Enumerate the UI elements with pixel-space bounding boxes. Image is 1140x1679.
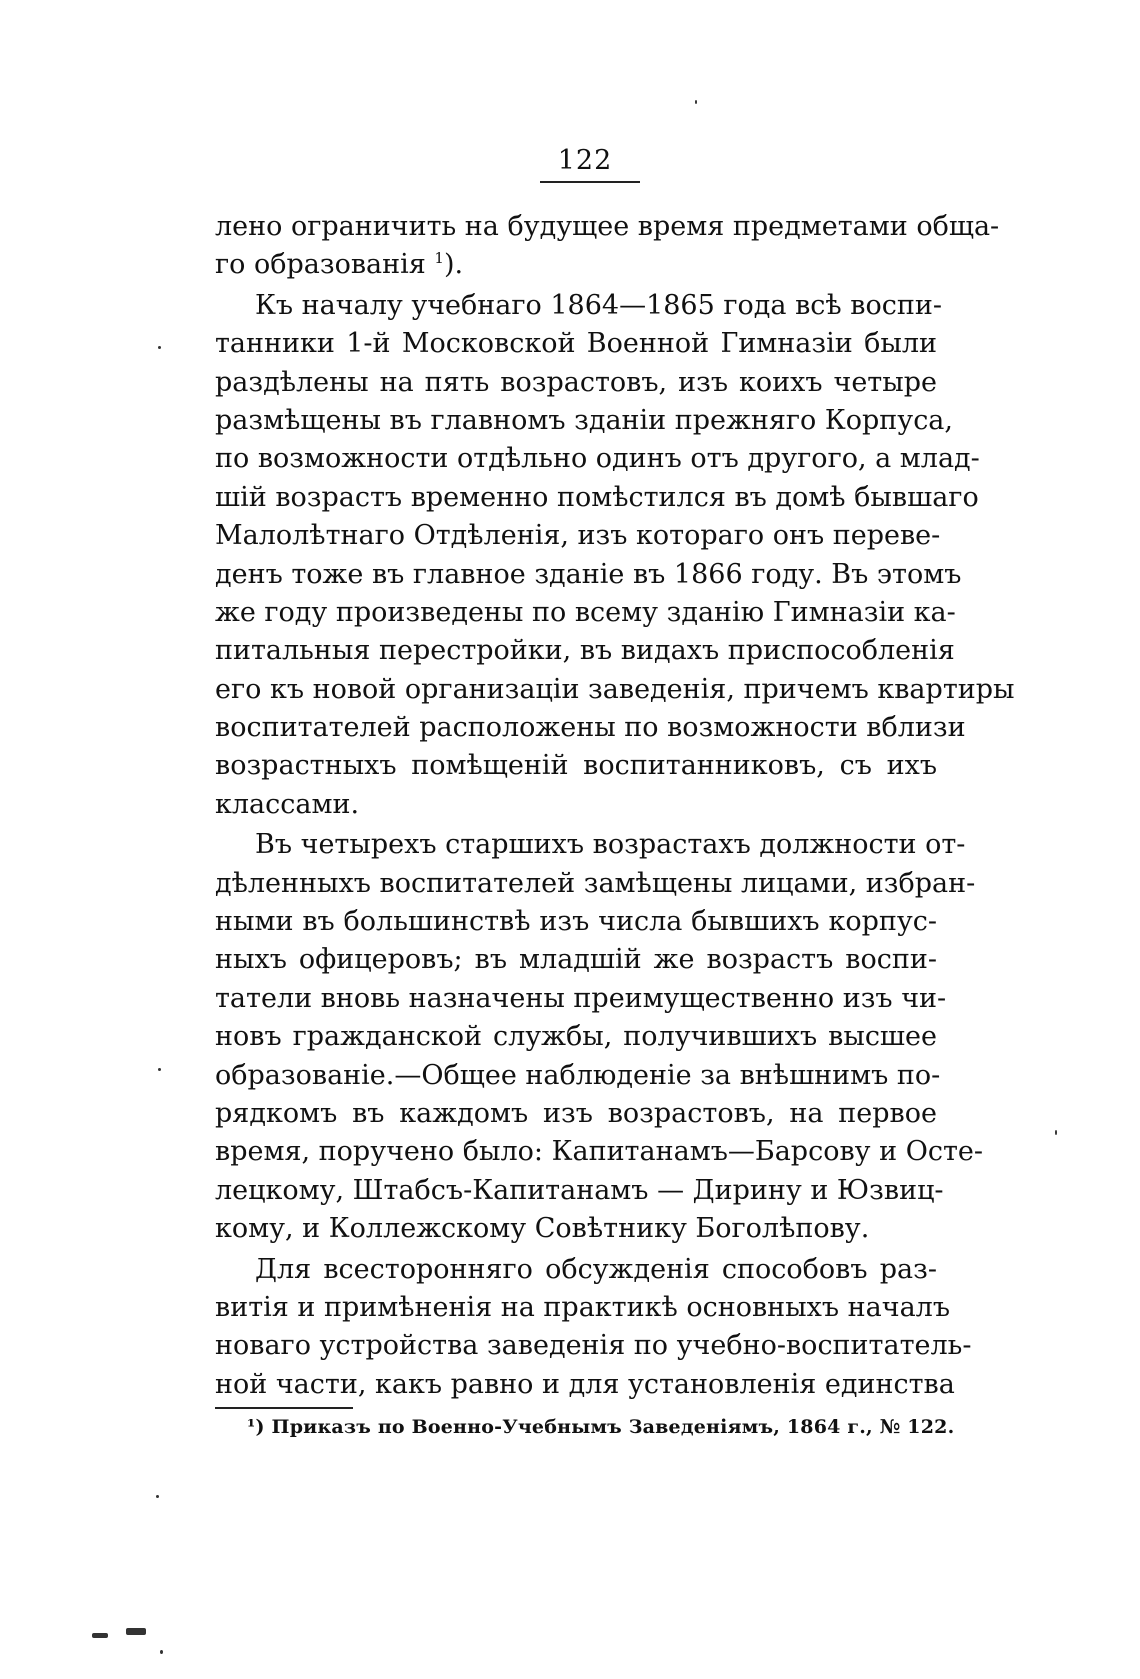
scan-speck xyxy=(1055,1130,1057,1135)
line-text: витія и примѣненія на практикѣ основныхъ началъ xyxy=(215,1291,951,1323)
text-line xyxy=(215,632,955,670)
text-line xyxy=(215,786,937,824)
text-line xyxy=(215,1057,941,1095)
paragraph xyxy=(215,1251,972,1405)
text-line xyxy=(215,556,962,594)
line-text: новъ гражданской службы, получившихъ высшее xyxy=(215,1021,937,1053)
footnote xyxy=(247,1414,955,1440)
line-text: по возможности отдѣльно одинъ отъ другого, а млад- xyxy=(215,443,980,475)
line-text: возрастныхъ помѣщеній воспитанниковъ, съ ихъ xyxy=(215,750,937,782)
line-text: танники 1-й Московской Военной Гимназіи были xyxy=(215,328,937,360)
line-text: воспитателей расположены по возможности вблизи xyxy=(215,712,966,744)
line-text: дѣленныхъ воспитателей замѣщены лицами, избран- xyxy=(215,867,976,899)
line-text: лецкому, Штабсъ-Капитанамъ — Дирину и Юзвиц- xyxy=(215,1174,944,1206)
text-line xyxy=(215,594,956,632)
text-line xyxy=(215,1172,944,1210)
page-number: 122 xyxy=(557,145,613,176)
text-line xyxy=(215,479,979,517)
line-text: рядкомъ въ каждомъ изъ возрастовъ, на первое xyxy=(215,1097,937,1129)
text-line xyxy=(215,826,966,864)
scan-speck xyxy=(92,1633,108,1638)
line-text: размѣщены въ главномъ зданіи прежняго Корпуса, xyxy=(215,404,953,436)
text-line xyxy=(215,1210,937,1248)
text-line xyxy=(215,709,966,747)
text-line xyxy=(215,208,1000,246)
text-line xyxy=(215,1289,951,1327)
text-line xyxy=(215,903,937,941)
text-line xyxy=(215,865,976,903)
text-line xyxy=(215,980,947,1018)
text-line xyxy=(215,671,1015,709)
line-text: Въ четырехъ старшихъ возрастахъ должности от- xyxy=(255,829,966,861)
line-text: лено ограничить на будущее время предметами обща- xyxy=(215,211,1000,242)
footnote-reference: 1 xyxy=(434,249,444,268)
text-line xyxy=(215,747,937,785)
footnote-marker: ¹) xyxy=(247,1416,265,1438)
text-line xyxy=(215,402,953,440)
line-text: раздѣлены на пять возрастовъ, изъ коихъ четыре xyxy=(215,366,937,398)
line-text: Для всесторонняго обсужденія способовъ раз- xyxy=(255,1253,937,1285)
line-text: его къ новой организаціи заведенія, причемъ квартиры xyxy=(215,673,1015,705)
line-text: же году произведены по всему зданію Гимназіи ка- xyxy=(215,596,956,628)
scan-speck xyxy=(126,1628,146,1635)
line-text: кому, и Коллежскому Совѣтнику Боголѣпову. xyxy=(215,1213,870,1245)
line-text: татели вновь назначены преимущественно изъ чи- xyxy=(215,982,947,1014)
paragraph xyxy=(215,826,984,1248)
line-text: питальныя перестройки, въ видахъ приспособленія xyxy=(215,635,955,667)
scan-speck xyxy=(160,1650,163,1654)
scan-speck xyxy=(158,346,161,349)
text-line xyxy=(215,1251,937,1289)
text-line xyxy=(215,941,937,979)
body-text xyxy=(215,208,1015,1404)
line-text: Малолѣтнаго Отдѣленія, изъ котораго онъ переве- xyxy=(215,520,941,552)
text-line xyxy=(215,1366,955,1404)
line-text: ными въ большинствѣ изъ числа бывшихъ корпус- xyxy=(215,906,937,938)
scan-speck xyxy=(695,100,697,104)
text-line xyxy=(215,1133,984,1171)
line-text: денъ тоже въ главное зданіе въ 1866 году. Въ этомъ xyxy=(215,558,962,590)
line-text: ныхъ офицеровъ; въ младшій же возрастъ воспи- xyxy=(215,944,937,976)
line-tail: ). xyxy=(443,249,464,281)
line-text: Къ началу учебнаго 1864—1865 года всѣ воспи- xyxy=(255,289,942,321)
page-number-rule xyxy=(540,181,640,183)
scan-speck xyxy=(158,1068,161,1071)
text-line xyxy=(215,246,937,284)
text-line xyxy=(215,325,937,363)
text-line xyxy=(215,1095,937,1133)
text-line xyxy=(215,517,941,555)
scan-speck xyxy=(156,1495,159,1498)
text-line xyxy=(215,1018,937,1056)
line-text: ной части, какъ равно и для установленія единства xyxy=(215,1368,955,1400)
line-text: го образованія xyxy=(215,249,435,281)
line-text: классами. xyxy=(215,788,360,820)
line-text: время, поручено было: Капитанамъ—Барсову и Осте- xyxy=(215,1136,984,1168)
paragraph xyxy=(215,208,1000,285)
footnote-rule xyxy=(215,1407,353,1409)
paragraph xyxy=(215,287,1015,824)
text-line xyxy=(215,364,937,402)
text-line xyxy=(215,287,942,325)
footnote-text: Приказъ по Военно-Учебнымъ Заведеніямъ, 1864 г., № 122. xyxy=(271,1416,955,1438)
text-line xyxy=(215,1327,972,1365)
line-text: шій возрастъ временно помѣстился въ домѣ бывшаго xyxy=(215,481,979,513)
text-line xyxy=(215,440,980,478)
line-text: образованіе.—Общее наблюденіе за внѣшнимъ по- xyxy=(215,1059,941,1091)
line-text: новаго устройства заведенія по учебно-воспитатель- xyxy=(215,1330,972,1362)
